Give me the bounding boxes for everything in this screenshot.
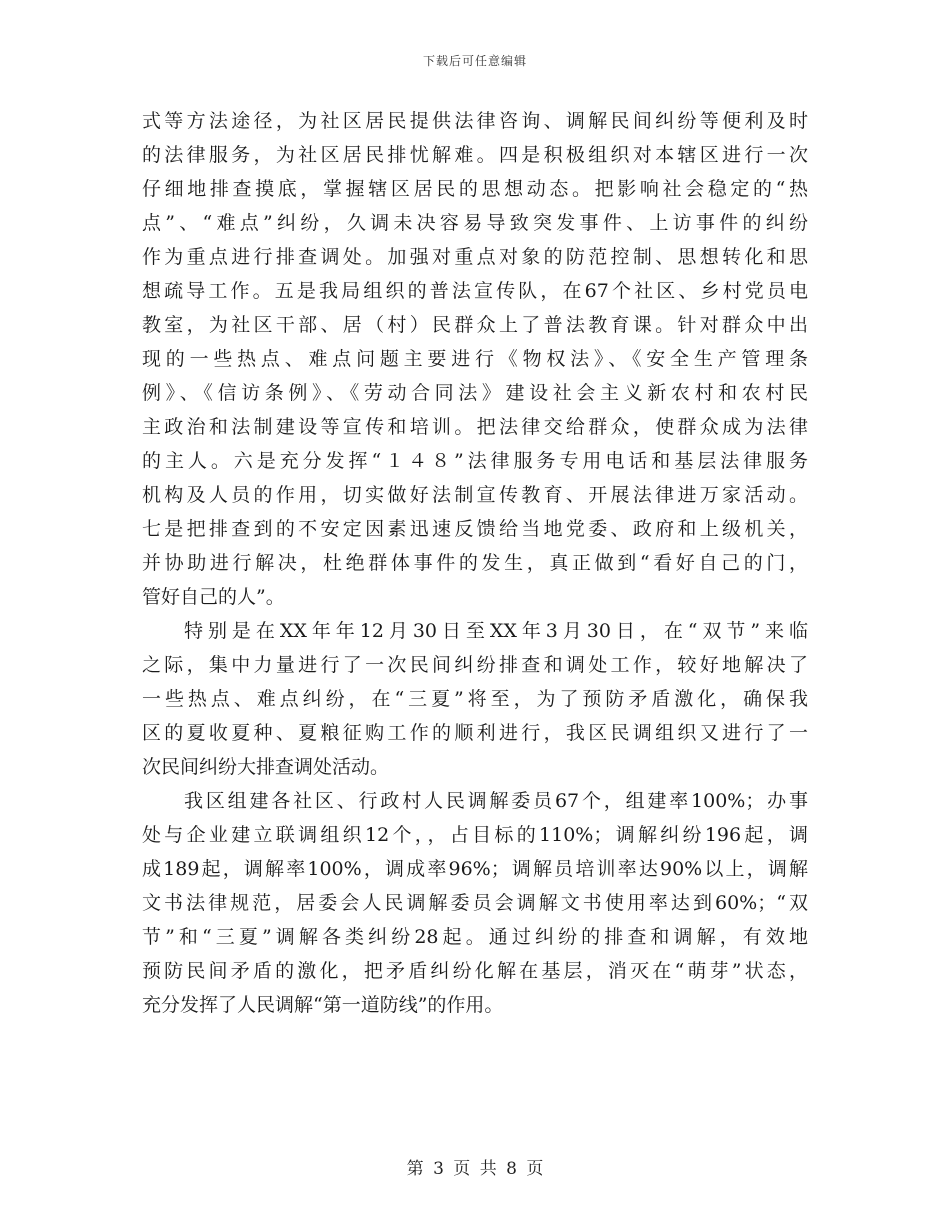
text-line: 我区组建各社区、行政村人民调解委员67个，组建率100%；办事 bbox=[184, 790, 808, 812]
text-line: 七是把排查到的不安定因素迅速反馈给当地党委、政府和上级机关， bbox=[142, 518, 808, 540]
text-line: 区的夏收夏种、夏粮征购工作的顺利进行，我区民调组织又进行了一 bbox=[142, 722, 808, 744]
text-line: 一些热点、难点纠纷，在“三夏”将至，为了预防矛盾激化，确保我 bbox=[142, 688, 808, 710]
text-line: 次民间纠纷大排查调处活动。 bbox=[142, 756, 390, 778]
text-line: 的法律服务，为社区居民排忧解难。四是积极组织对本辖区进行一次 bbox=[142, 144, 808, 166]
document-body bbox=[142, 104, 808, 1022]
text-line: 并协助进行解决，杜绝群体事件的发生，真正做到“看好自己的门， bbox=[142, 552, 808, 574]
text-line: 现的一些热点、难点问题主要进行《物权法》、《安全生产管理条 bbox=[142, 348, 808, 370]
text-line: 式等方法途径，为社区居民提供法律咨询、调解民间纠纷等便利及时 bbox=[142, 110, 808, 132]
page-header: 下载后可任意编辑 bbox=[422, 54, 527, 68]
text-line: 之际，集中力量进行了一次民间纠纷排查和调处工作，较好地解决了 bbox=[142, 654, 808, 676]
text-line: 教室，为社区干部、居（村）民群众上了普法教育课。针对群众中出 bbox=[142, 314, 808, 336]
text-line: 处与企业建立联调组织12个，，占目标的110%；调解纠纷196起，调 bbox=[142, 824, 808, 846]
text-line: 仔细地排查摸底，掌握辖区居民的思想动态。把影响社会稳定的“热 bbox=[142, 178, 808, 200]
text-line: 特别是在XX年年12月30日至XX年3月30日，在“双节”来临 bbox=[184, 620, 808, 642]
text-line: 作为重点进行排查调处。加强对重点对象的防范控制、思想转化和思 bbox=[142, 246, 808, 268]
text-line: 想疏导工作。五是我局组织的普法宣传队，在67个社区、乡村党员电 bbox=[142, 280, 808, 302]
text-line: 点”、“难点”纠纷，久调未决容易导致突发事件、上访事件的纠纷 bbox=[142, 212, 808, 234]
text-line: 文书法律规范，居委会人民调解委员会调解文书使用率达到60%；“双 bbox=[142, 892, 808, 914]
text-line: 的主人。六是充分发挥“１４８”法律服务专用电话和基层法律服务 bbox=[142, 450, 808, 472]
text-line: 主政治和法制建设等宣传和培训。把法律交给群众，使群众成为法律 bbox=[142, 416, 808, 438]
text-line: 节”和“三夏”调解各类纠纷28起。通过纠纷的排查和调解，有效地 bbox=[142, 926, 808, 948]
page-number: 第 3 页 共 8 页 bbox=[406, 1159, 544, 1179]
text-line: 管好自己的人”。 bbox=[142, 586, 285, 608]
text-line: 充分发挥了人民调解“第一道防线”的作用。 bbox=[142, 994, 504, 1016]
text-line: 例》、《信访条例》、《劳动合同法》建设社会主义新农村和农村民 bbox=[142, 382, 808, 404]
text-line: 成189起，调解率100%，调成率96%；调解员培训率达90%以上，调解 bbox=[142, 858, 808, 880]
text-line: 机构及人员的作用，切实做好法制宣传教育、开展法律进万家活动。 bbox=[142, 484, 808, 506]
text-line: 预防民间矛盾的激化，把矛盾纠纷化解在基层，消灭在“萌芽”状态， bbox=[142, 960, 808, 982]
